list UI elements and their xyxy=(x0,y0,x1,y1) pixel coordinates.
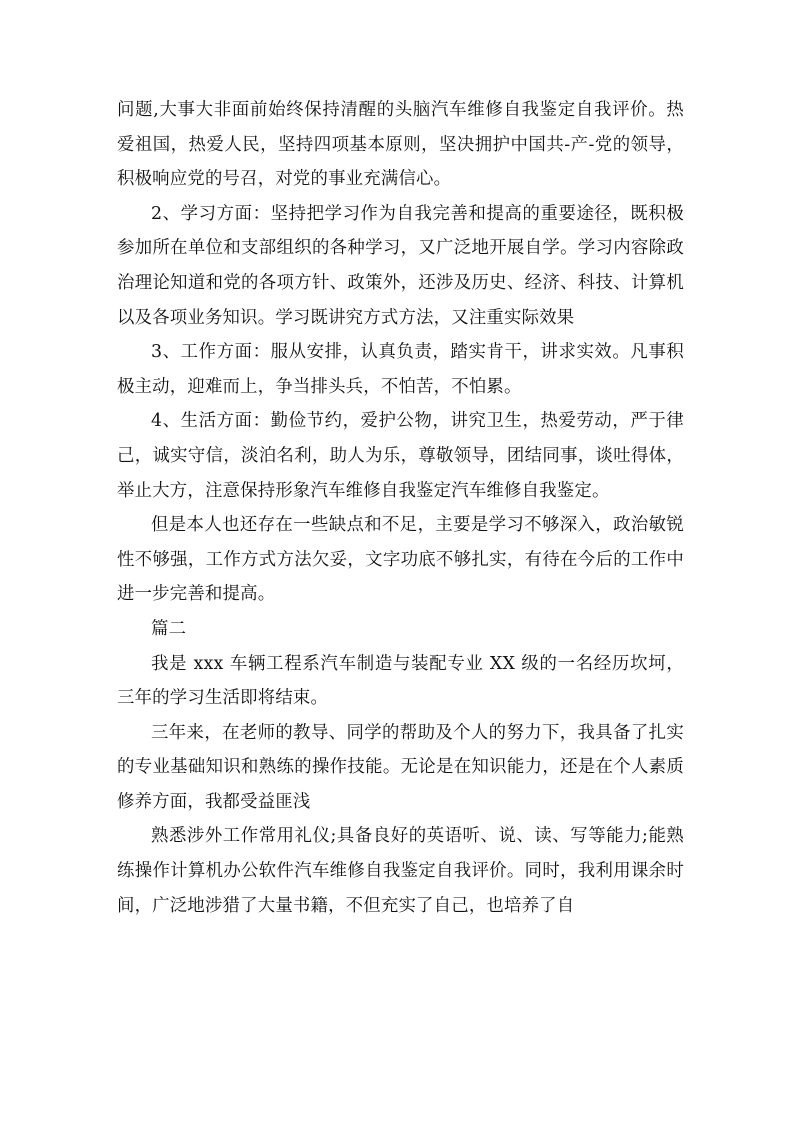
paragraph-work: 3、工作方面：服从安排，认真负责，踏实肯干，讲求实效。凡事积极主动，迎难而上，争当排头兵，不怕苦，不怕累。 xyxy=(117,342,684,397)
section-heading-part-two: 篇二 xyxy=(151,618,187,639)
paragraph-three-years: 三年来，在老师的教导、同学的帮助及个人的努力下，我具备了扎实的专业基础知识和熟练的操作技能。无论是在知识能力，还是在个人素质修养方面，我都受益匪浅 xyxy=(117,722,684,812)
paragraph-study: 2、学习方面：坚持把学习作为自我完善和提高的重要途径，既积极参加所在单位和支部组织的各种学习，又广泛地开展自学。学习内容除政治理论知道和党的各项方针、政策外，还涉及历史、经济、科技、计算机以及各项业务知识。学习既讲究方式方法，又注重实际效果 xyxy=(117,203,684,328)
paragraph-skills: 熟悉涉外工作常用礼仪;具备良好的英语听、说、读、写等能力;能熟练操作计算机办公软件汽车维修自我鉴定自我评价。同时，我利用课余时间，广泛地涉猎了大量书籍，不但充实了自己，也培养了自 xyxy=(117,826,684,916)
paragraph-intro: 我是 xxx 车辆工程系汽车制造与装配专业 XX 级的一名经历坎坷，三年的学习生活即将结束。 xyxy=(117,653,684,709)
paragraph-shortcomings: 但是本人也还存在一些缺点和不足，主要是学习不够深入，政治敏锐性不够强，工作方式方法欠妥，文字功底不够扎实，有待在今后的工作中进一步完善和提高。 xyxy=(117,515,684,605)
paragraph-political: 问题,大事大非面前始终保持清醒的头脑汽车维修自我鉴定自我评价。热爱祖国，热爱人民，坚持四项基本原则，坚决拥护中国共-产-党的领导，积极响应党的号召，对党的事业充满信心。 xyxy=(117,100,684,190)
paragraph-life: 4、生活方面：勤俭节约，爱护公物，讲究卫生，热爱劳动，严于律己，诚实守信，淡泊名利，助人为乐，尊敬领导，团结同事，谈吐得体，举止大方，注意保持形象汽车维修自我鉴定汽车维修自我鉴定。 xyxy=(117,411,684,501)
